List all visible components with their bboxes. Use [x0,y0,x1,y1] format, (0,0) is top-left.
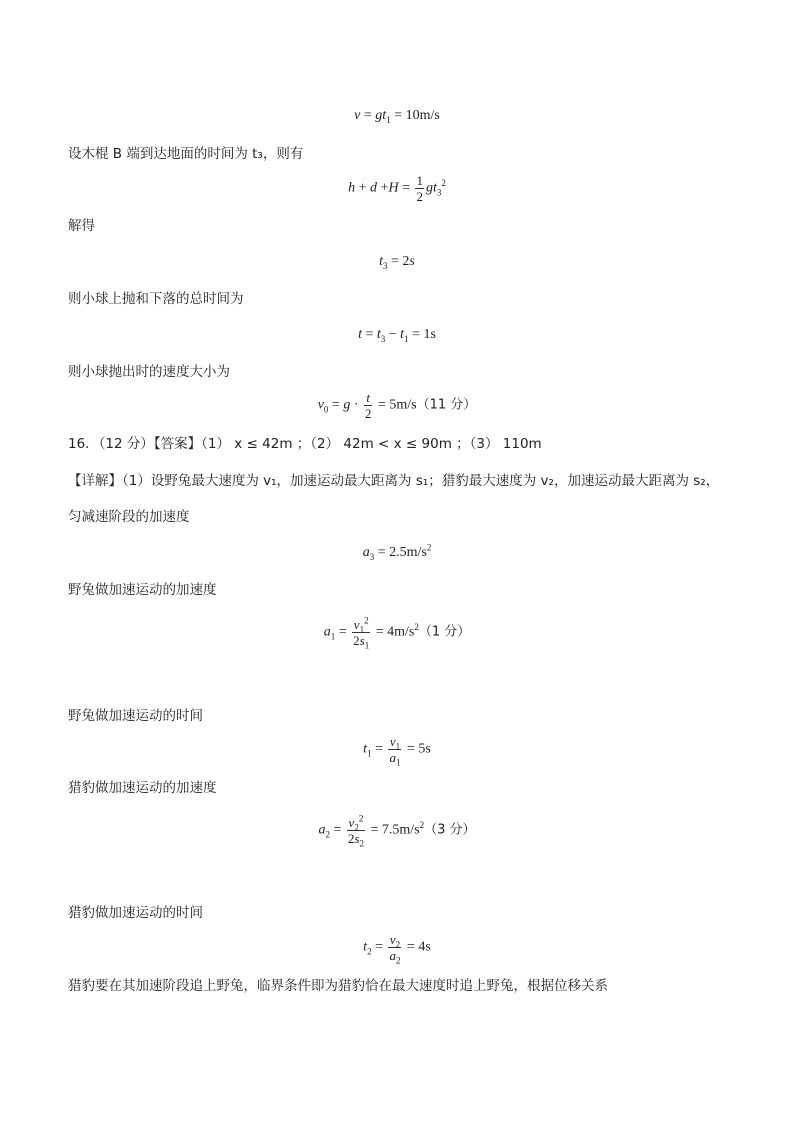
text-rabbit-time: 野兔做加速运动的时间 [68,708,203,724]
equation-a1: $a_1$ = $\frac{v_1^2}{2s_1}$ = $4m/s^2(1$ 分） [323,615,471,651]
text-solve: 解得 [68,218,95,234]
detail-line-1: 【详解】（1）设野兔最大速度为 v₁，加速运动最大距离为 s₁；猎豹最大速度为 v₂，加速运动最大距离为 s₂， [68,473,720,489]
equation-t1: $t_1$ = $\frac{v_1}{a_1}$ = 5s [363,734,431,768]
equation-t3: $t_3 = 2s$ [379,254,415,271]
equation-v0: $v_0 = g$ · $\frac{t}{2}$ = 5m/s（11 分） [317,390,477,421]
text-v0: 则小球抛出时的速度大小为 [68,364,230,380]
text-set-t3: 设木棍 B 端到达地面的时间为 t₃，则有 [68,146,304,162]
equation-a3: $a_3 = 2.5m/s^2$ [362,542,432,562]
text-cheetah-acceleration: 猎豹做加速运动的加速度 [68,780,217,796]
text-cheetah-time: 猎豹做加速运动的时间 [68,905,203,921]
text-total-time: 则小球上抛和下落的总时间为 [68,291,244,307]
question-16-header: 16．（12 分）【答案】（1） x ≤ 42m ；（2） 42m < x ≤ 90m ；（3） 110m [68,436,542,452]
equation-h: h + d +H = $\frac{1}{2}$ $gt_3^2$ [348,173,446,204]
equation-t: $t = t_3 - t_1 = 1s$ [358,327,436,344]
equation-t2: $t_2$ = $\frac{v_2}{a_2}$ = 4s [363,932,431,966]
detail-line-2: 匀减速阶段的加速度 [68,509,190,525]
text-final-condition: 猎豹要在其加速阶段追上野兔，临界条件即为猎豹恰在最大速度时追上野兔，根据位移关系 [68,978,608,994]
equation-a2: $a_2$ = $\frac{v_2^2}{2s_2}$ = $7.5m/s^2(3$ 分） [318,813,476,849]
text-rabbit-acceleration: 野兔做加速运动的加速度 [68,582,217,598]
equation-v: $v = gt_1 = 10m/s$ [354,108,440,125]
